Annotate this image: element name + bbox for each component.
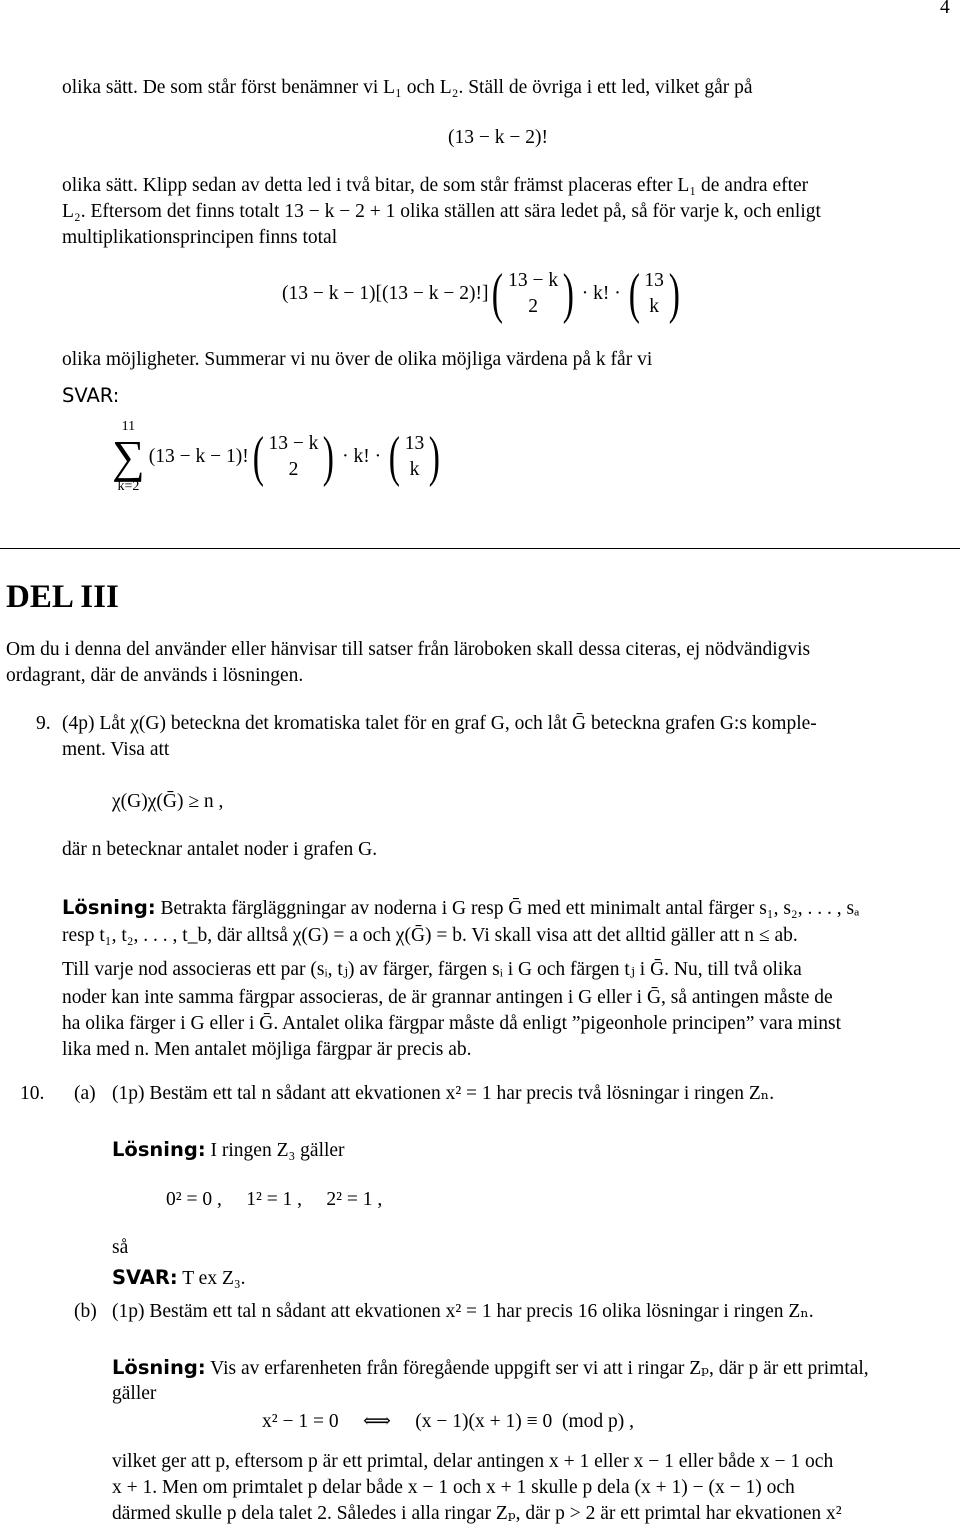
binomial-top: 13 (644, 270, 664, 291)
solution-label: Lösning: (62, 896, 156, 919)
subquestion-line: (1p) Bestäm ett tal n sådant att ekvationen x² = 1 har precis 16 olika lösningar i ringen Zₙ. (112, 1301, 814, 1322)
solution-line: lika med n. Men antalet möjliga färgpar är precis ab. (62, 1039, 472, 1060)
solution-text: Vis av erfarenheten från föregående uppgift ser vi att i ringar Zₚ, där p är ett primtal, (210, 1358, 869, 1379)
sigma-symbol: ∑ (112, 431, 145, 482)
solution-line (112, 1354, 869, 1383)
solution-line: gäller (112, 1383, 157, 1404)
solution-line: noder kan inte samma färgpar associeras, de är grannar antingen i G eller i Ḡ, så antingen måste de (62, 987, 833, 1008)
svar-label: SVAR: (62, 384, 120, 407)
question-line: (4p) Låt χ(G) beteckna det kromatiska talet för en graf G, och låt Ḡ beteckna grafen G:s komple- (62, 713, 817, 734)
binomial-bottom: 2 (528, 296, 538, 317)
question-line: där n betecknar antalet noder i grafen G. (62, 839, 378, 860)
intro-line: ordagrant, där de används i lösningen. (6, 665, 304, 686)
binomial-bottom: 2 (288, 459, 299, 480)
binomial-top: 13 (404, 433, 425, 454)
section-heading: DEL III (6, 579, 119, 615)
binomial-coefficient: ( 13 k ) (628, 263, 680, 325)
solution-line: vilket ger att p, eftersom p är ett primtal, delar antingen x + 1 eller x − 1 eller både x − 1 och (112, 1451, 834, 1472)
display-equation: x² − 1 = 0 ⟺ (x − 1)(x + 1) ≡ 0 (mod p) , (262, 1411, 635, 1432)
display-equation: 0² = 0 , 1² = 1 , 2² = 1 , (166, 1189, 383, 1210)
paragraph-line: olika sätt. Klipp sedan av detta led i två bitar, de som står främst placeras efter L₁ de andra efter (62, 175, 809, 196)
solution-line: ha olika färger i G eller i Ḡ. Antalet olika färgpar måste då enligt ”pigeonhole principen” vara minst (62, 1013, 842, 1034)
solution-label: Lösning: (112, 1356, 206, 1379)
question-number: 10. (20, 1083, 45, 1104)
equation-middle: · k! · (342, 446, 382, 467)
subquestion-line: (1p) Bestäm ett tal n sådant att ekvationen x² = 1 har precis två lösningar i ringen Zₙ. (112, 1083, 775, 1104)
display-equation: χ(G)χ(Ḡ) ≥ n , (112, 791, 224, 812)
subquestion-label: (b) (74, 1301, 97, 1322)
binomial-top: 13 − k (268, 433, 319, 454)
question-number: 9. (36, 713, 51, 734)
paragraph-line: multiplikationsprincipen finns total (62, 227, 338, 248)
binomial-bottom: k (649, 296, 660, 317)
paragraph-line: L₂. Eftersom det finns totalt 13 − k − 2 + 1 olika ställen att sära ledet på, så för varje k, och enligt (62, 201, 821, 222)
summation-operator (112, 420, 145, 494)
solution-label: Lösning: (112, 1138, 206, 1161)
equation-prefix: (13 − k − 1)[(13 − k − 2)!] (282, 283, 489, 304)
solution-text: Betrakta färgläggningar av noderna i G resp Ḡ med ett minimalt antal färger s₁, s₂, . . . , sₐ (160, 898, 860, 919)
sum-upper-limit: 11 (121, 419, 136, 434)
binomial-coefficient: ( 13 k ) (388, 426, 441, 488)
solution-line (62, 894, 859, 923)
sum-lower-limit: k=2 (117, 479, 140, 494)
question-line: ment. Visa att (62, 739, 170, 760)
page-number: 4 (940, 0, 950, 18)
display-equation-binomials (282, 263, 684, 325)
paragraph-line: olika möjligheter. Summerar vi nu över de olika möjliga värdena på k får vi (62, 349, 653, 370)
solution-text: I ringen Z₃ gäller (210, 1140, 345, 1161)
solution-line: x + 1. Men om primtalet p delar både x − 1 och x + 1 skulle p dela (x + 1) − (x − 1) och (112, 1477, 795, 1498)
solution-line: Till varje nod associeras ett par (sᵢ, tⱼ) av färger, färgen sᵢ i G och färgen tⱼ i Ḡ. Nu, till två olika (62, 959, 802, 980)
paragraph-line: olika sätt. De som står först benämner vi L₁ och L₂. Ställ de övriga i ett led, vilket går på (62, 77, 753, 98)
svar-text: T ex Z₃. (182, 1268, 246, 1289)
svar-label: SVAR: (112, 1266, 178, 1289)
solution-line: resp t₁, t₂, . . . , t_b, där alltså χ(G) = a och χ(Ḡ) = b. Vi skall visa att det alltid gäller att n ≤ ab. (62, 925, 798, 946)
display-equation: (13 − k − 2)! (448, 127, 548, 148)
section-divider (0, 548, 960, 549)
binomial-top: 13 − k (508, 270, 559, 291)
subquestion-label: (a) (74, 1083, 96, 1104)
solution-line (112, 1264, 246, 1293)
intro-line: Om du i denna del använder eller hänvisar till satser från läroboken skall dessa citeras, ej nödvändigvis (6, 639, 811, 660)
equation-prefix: (13 − k − 1)! (148, 446, 249, 467)
binomial-coefficient: ( 13 − k 2 ) (492, 263, 575, 325)
solution-line (112, 1136, 345, 1165)
equation-middle: · k! · (581, 283, 621, 304)
solution-line: därmed skulle p dela talet 2. Således i alla ringar Zₚ, där p > 2 är ett primtal har ekvationen x² (112, 1503, 842, 1524)
binomial-bottom: k (409, 459, 420, 480)
solution-line: så (112, 1237, 129, 1258)
binomial-coefficient: ( 13 − k 2 ) (252, 426, 335, 488)
sum-equation (112, 420, 444, 494)
